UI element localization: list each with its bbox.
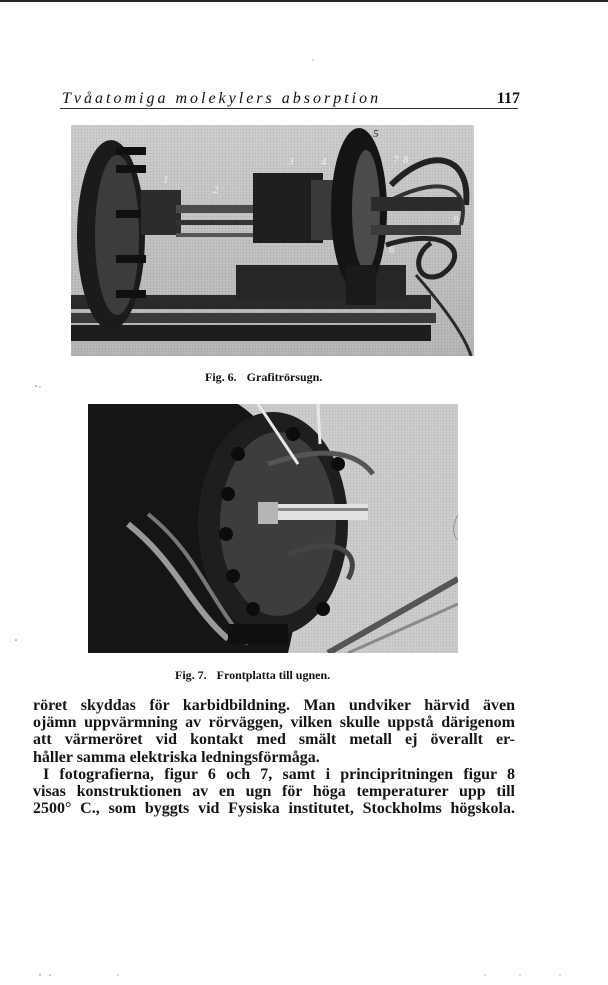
header-rule bbox=[60, 108, 518, 109]
figure-7-caption-text: Frontplatta till ugnen. bbox=[216, 668, 331, 682]
page-number: 117 bbox=[496, 90, 520, 107]
callout-7: 7 bbox=[393, 154, 399, 166]
text-line: håller samma elektriska ledningsförmåga. bbox=[33, 748, 320, 766]
figure-6-caption-text: Grafitrörsugn. bbox=[246, 370, 323, 384]
callout-5: 5 bbox=[373, 128, 379, 140]
figure-7-label: Fig. 7. bbox=[175, 668, 207, 682]
callout-3: 3 bbox=[288, 156, 294, 168]
callout-1: 1 bbox=[163, 174, 169, 186]
callout-9: 9 bbox=[453, 214, 459, 226]
running-head bbox=[62, 86, 520, 108]
callout-4: 4 bbox=[321, 156, 327, 168]
running-title: Tvåatomiga molekylers absorption bbox=[62, 90, 382, 107]
callout-6: 6 bbox=[389, 244, 395, 256]
text-line: I fotografierna, figur 6 och 7, samt i principritningen figur 8 bbox=[43, 765, 515, 783]
page-top-edge bbox=[0, 0, 608, 2]
text-line: 2500° C., som byggts vid Fysiska institutet, Stockholms högskola. bbox=[33, 800, 515, 818]
text-line: att värmeröret vid kontakt med smält metall ej överallt er- bbox=[33, 731, 515, 749]
figure-7-photo bbox=[88, 404, 458, 653]
figure-6-photo bbox=[71, 125, 474, 356]
callout-2: 2 bbox=[213, 184, 219, 196]
callout-8: 8 bbox=[403, 154, 409, 166]
text-line: visas konstruktionen av en ugn för höga temperaturer upp till bbox=[33, 782, 515, 800]
figure-6-caption bbox=[205, 370, 322, 385]
figure-7-caption bbox=[175, 668, 330, 683]
figure-6-label: Fig. 6. bbox=[205, 370, 237, 384]
text-line: ojämn uppvärmning av rörväggen, vilken skulle uppstå därigenom bbox=[33, 714, 515, 732]
text-line: röret skyddas för karbidbildning. Man undviker härvid även bbox=[33, 697, 515, 714]
body-text bbox=[33, 697, 515, 817]
